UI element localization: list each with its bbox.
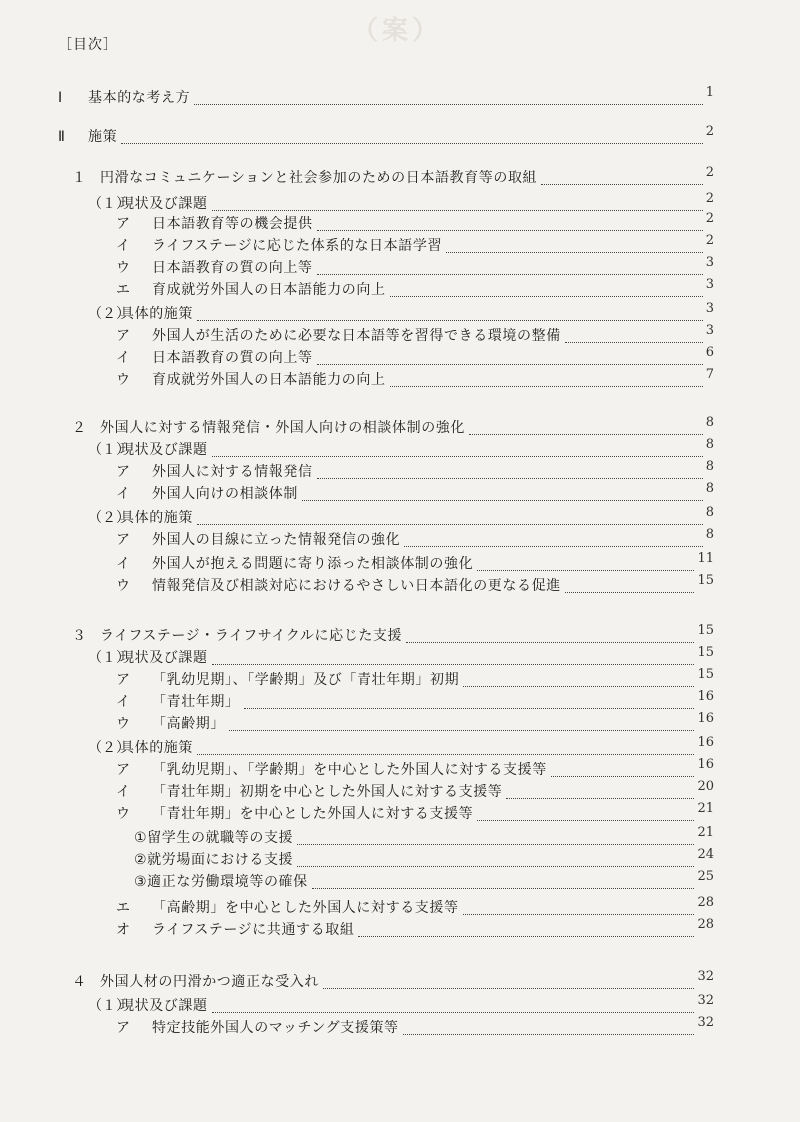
toc-entry-page-number: 32 xyxy=(697,969,714,984)
toc-entry-page-number: 2 xyxy=(705,233,714,248)
toc-entry-label: 日本語教育等の機会提供 xyxy=(152,216,313,232)
toc-entry-label: 日本語教育の質の向上等 xyxy=(152,260,313,276)
toc-entry-marker: ２ xyxy=(72,420,86,436)
dot-leader xyxy=(565,342,703,343)
toc-entry[interactable] xyxy=(0,277,800,300)
dot-leader xyxy=(477,570,694,571)
toc-entry[interactable] xyxy=(0,191,800,214)
dot-leader xyxy=(302,500,703,501)
toc-entry-marker: ウ xyxy=(116,260,130,276)
dot-leader xyxy=(297,866,694,867)
dot-leader xyxy=(312,888,695,889)
toc-entry[interactable] xyxy=(0,437,800,460)
draft-stamp: （案） xyxy=(352,16,443,46)
dot-leader xyxy=(317,364,703,365)
toc-entry-page-number: 15 xyxy=(697,667,714,682)
toc-entry[interactable] xyxy=(0,165,800,188)
toc-entry-marker: ア xyxy=(116,532,130,548)
toc-entry[interactable] xyxy=(0,211,800,234)
toc-entry[interactable] xyxy=(0,735,800,758)
dot-leader xyxy=(403,1034,695,1035)
toc-entry-page-number: 20 xyxy=(697,779,714,794)
toc-entry-marker: ウ xyxy=(116,716,130,732)
toc-entry-marker: （１） xyxy=(88,196,130,212)
toc-entry-page-number: 8 xyxy=(705,505,714,520)
toc-entry-marker: イ xyxy=(116,556,130,572)
toc-entry-label: ライフステージ・ライフサイクルに応じた支援 xyxy=(100,628,403,644)
toc-entry-label: 育成就労外国人の日本語能力の向上 xyxy=(152,282,386,298)
toc-entry-label: 特定技能外国人のマッチング支援策等 xyxy=(152,1020,399,1036)
toc-entry-marker: イ xyxy=(116,694,130,710)
toc-entry[interactable] xyxy=(0,415,800,438)
toc-entry-label: 具体的施策 xyxy=(120,306,193,322)
toc-entry-page-number: 16 xyxy=(697,757,714,772)
toc-entry-label: 現状及び課題 xyxy=(120,196,208,212)
dot-leader xyxy=(551,776,695,777)
toc-entry-label: 外国人が抱える問題に寄り添った相談体制の強化 xyxy=(152,556,474,572)
dot-leader xyxy=(317,230,703,231)
toc-entry-page-number: 32 xyxy=(697,993,714,1008)
toc-entry-marker: オ xyxy=(116,922,130,938)
toc-entry-marker: ウ xyxy=(116,806,130,822)
toc-entry-page-number: 8 xyxy=(705,415,714,430)
toc-entry-label: ライフステージに応じた体系的な日本語学習 xyxy=(152,238,443,254)
toc-entry-page-number: 21 xyxy=(697,825,714,840)
dot-leader xyxy=(541,184,703,185)
toc-entry-label: 具体的施策 xyxy=(120,510,193,526)
toc-entry-label: 「青壮年期」初期を中心とした外国人に対する支援等 xyxy=(152,784,503,800)
toc-entry-page-number: 15 xyxy=(697,645,714,660)
toc-entry-page-number: 16 xyxy=(697,735,714,750)
toc-entry[interactable] xyxy=(0,527,800,550)
toc-entry-page-number: 3 xyxy=(705,255,714,270)
toc-entry[interactable] xyxy=(0,969,800,992)
dot-leader xyxy=(121,143,703,144)
dot-leader xyxy=(244,708,695,709)
toc-entry-page-number: 32 xyxy=(697,1015,714,1030)
toc-entry-page-number: 25 xyxy=(697,869,714,884)
toc-entry-page-number: 28 xyxy=(697,895,714,910)
toc-entry-page-number: 16 xyxy=(697,689,714,704)
toc-entry-label: ①留学生の就職等の支援 xyxy=(134,830,294,846)
toc-entry[interactable] xyxy=(0,573,800,596)
toc-entry[interactable] xyxy=(0,779,800,802)
toc-entry-label: ライフステージに共通する取組 xyxy=(152,922,355,938)
toc-entry-marker: イ xyxy=(116,486,130,502)
toc-entry-page-number: 3 xyxy=(705,323,714,338)
toc-entry-label: 具体的施策 xyxy=(120,740,193,756)
dot-leader xyxy=(406,642,694,643)
toc-entry-marker: （１） xyxy=(88,998,130,1014)
toc-entry-label: 外国人材の円滑かつ適正な受入れ xyxy=(100,974,319,990)
toc-entry-label: 円滑なコミュニケーションと社会参加のための日本語教育等の取組 xyxy=(100,170,538,186)
toc-entry-page-number: 7 xyxy=(705,367,714,382)
toc-entry-marker: ア xyxy=(116,216,130,232)
dot-leader xyxy=(446,252,703,253)
dot-leader xyxy=(212,1012,695,1013)
toc-entry-marker: ア xyxy=(116,328,130,344)
toc-entry-label: 「青壮年期」を中心とした外国人に対する支援等 xyxy=(152,806,474,822)
dot-leader xyxy=(469,434,703,435)
toc-entry-label: 施策 xyxy=(88,129,118,145)
toc-entry[interactable] xyxy=(0,993,800,1016)
toc-entry[interactable] xyxy=(0,481,800,504)
toc-entry-marker: エ xyxy=(116,900,130,916)
dot-leader xyxy=(194,104,703,105)
toc-entry[interactable] xyxy=(0,711,800,734)
dot-leader xyxy=(358,936,694,937)
toc-entry-page-number: 2 xyxy=(705,211,714,226)
toc-entry-page-number: 3 xyxy=(705,301,714,316)
toc-entry-page-number: 21 xyxy=(697,801,714,816)
dot-leader xyxy=(197,524,703,525)
toc-entry-label: 外国人が生活のために必要な日本語等を習得できる環境の整備 xyxy=(152,328,561,344)
toc-entry[interactable] xyxy=(0,825,800,848)
toc-entry[interactable] xyxy=(0,847,800,870)
toc-entry-label: 情報発信及び相談対応におけるやさしい日本語化の更なる促進 xyxy=(152,578,561,594)
toc-entry-page-number: 2 xyxy=(705,165,714,180)
dot-leader xyxy=(212,456,703,457)
toc-entry-page-number: 11 xyxy=(697,551,714,566)
toc-entry-page-number: 28 xyxy=(697,917,714,932)
toc-entry-page-number: 3 xyxy=(705,277,714,292)
toc-entry-marker: （２） xyxy=(88,306,130,322)
toc-entry-page-number: 16 xyxy=(697,711,714,726)
dot-leader xyxy=(565,592,695,593)
toc-entry-marker: Ⅰ xyxy=(58,90,63,106)
toc-entry[interactable] xyxy=(0,895,800,918)
dot-leader xyxy=(323,988,694,989)
toc-entry[interactable] xyxy=(0,551,800,574)
toc-entry-marker: ウ xyxy=(116,372,130,388)
toc-entry-label: 「高齢期」を中心とした外国人に対する支援等 xyxy=(152,900,459,916)
toc-entry[interactable] xyxy=(0,505,800,528)
toc-entry[interactable] xyxy=(0,689,800,712)
toc-entry-marker: ウ xyxy=(116,578,130,594)
toc-entry-marker: ア xyxy=(116,464,130,480)
toc-entry-label: 外国人に対する情報発信・外国人向けの相談体制の強化 xyxy=(100,420,465,436)
toc-entry[interactable] xyxy=(0,345,800,368)
toc-entry-label: ③適正な労働環境等の確保 xyxy=(134,874,308,890)
toc-entry-marker: （１） xyxy=(88,650,130,666)
toc-entry-marker: （２） xyxy=(88,740,130,756)
dot-leader xyxy=(390,386,703,387)
toc-entry-label: 現状及び課題 xyxy=(120,650,208,666)
toc-entry-label: 育成就労外国人の日本語能力の向上 xyxy=(152,372,386,388)
toc-entry[interactable] xyxy=(0,801,800,824)
toc-entry-marker: ア xyxy=(116,762,130,778)
toc-entry-label: 「高齢期」 xyxy=(152,716,225,732)
toc-entry[interactable] xyxy=(0,85,800,108)
toc-entry-page-number: 8 xyxy=(705,481,714,496)
toc-entry-page-number: 6 xyxy=(705,345,714,360)
toc-entry[interactable] xyxy=(0,124,800,147)
toc-entry-label: 外国人の目線に立った情報発信の強化 xyxy=(152,532,401,548)
dot-leader xyxy=(297,844,694,845)
dot-leader xyxy=(212,210,703,211)
toc-entry-label: 外国人に対する情報発信 xyxy=(152,464,313,480)
toc-entry-marker: （２） xyxy=(88,510,130,526)
dot-leader xyxy=(197,320,703,321)
toc-entry-marker: ４ xyxy=(72,974,86,990)
toc-entry-marker: ア xyxy=(116,1020,130,1036)
toc-entry[interactable] xyxy=(0,1015,800,1038)
toc-entry[interactable] xyxy=(0,869,800,892)
toc-entry-marker: イ xyxy=(116,238,130,254)
toc-entry-label: ②就労場面における支援 xyxy=(134,852,294,868)
toc-entry[interactable] xyxy=(0,623,800,646)
toc-entry[interactable] xyxy=(0,323,800,346)
toc-entry-label: 現状及び課題 xyxy=(120,442,208,458)
dot-leader xyxy=(463,914,695,915)
toc-entry-label: 「青壮年期」 xyxy=(152,694,240,710)
toc-entry-page-number: 15 xyxy=(697,623,714,638)
toc-entry-marker: Ⅱ xyxy=(58,129,65,145)
toc-entry-label: 基本的な考え方 xyxy=(88,90,191,106)
toc-entry[interactable] xyxy=(0,917,800,940)
toc-header: ［目次］ xyxy=(58,37,118,53)
toc-entry[interactable] xyxy=(0,667,800,690)
toc-entry-label: 現状及び課題 xyxy=(120,998,208,1014)
toc-entry-page-number: 2 xyxy=(705,124,714,139)
dot-leader xyxy=(212,664,695,665)
toc-entry[interactable] xyxy=(0,757,800,780)
dot-leader xyxy=(404,546,703,547)
toc-entry-label: 「乳幼児期」、「学齢期」を中心とした外国人に対する支援等 xyxy=(152,762,547,778)
toc-entry[interactable] xyxy=(0,233,800,256)
toc-entry-page-number: 8 xyxy=(705,437,714,452)
toc-entry[interactable] xyxy=(0,301,800,324)
dot-leader xyxy=(477,820,694,821)
toc-entry-page-number: 2 xyxy=(705,191,714,206)
dot-leader xyxy=(506,798,694,799)
toc-entry-marker: （１） xyxy=(88,442,130,458)
toc-entry-marker: イ xyxy=(116,784,130,800)
dot-leader xyxy=(390,296,703,297)
dot-leader xyxy=(229,730,694,731)
toc-entry[interactable] xyxy=(0,255,800,278)
toc-entry-label: 「乳幼児期」、「学齢期」及び「青壮年期」初期 xyxy=(152,672,460,688)
toc-entry[interactable] xyxy=(0,459,800,482)
toc-entry-page-number: 1 xyxy=(705,85,714,100)
toc-entry-marker: イ xyxy=(116,350,130,366)
toc-entry-page-number: 24 xyxy=(697,847,714,862)
toc-entry-label: 外国人向けの相談体制 xyxy=(152,486,298,502)
toc-entry-page-number: 8 xyxy=(705,527,714,542)
toc-entry[interactable] xyxy=(0,367,800,390)
dot-leader xyxy=(317,478,703,479)
dot-leader xyxy=(197,754,694,755)
toc-entry-label: 日本語教育の質の向上等 xyxy=(152,350,313,366)
toc-entry[interactable] xyxy=(0,645,800,668)
dot-leader xyxy=(463,686,694,687)
dot-leader xyxy=(317,274,703,275)
toc-entry-marker: エ xyxy=(116,282,130,298)
toc-entry-marker: ア xyxy=(116,672,130,688)
toc-entry-page-number: 8 xyxy=(705,459,714,474)
toc-entry-page-number: 15 xyxy=(697,573,714,588)
toc-entry-marker: １ xyxy=(72,170,86,186)
toc-entry-marker: ３ xyxy=(72,628,86,644)
